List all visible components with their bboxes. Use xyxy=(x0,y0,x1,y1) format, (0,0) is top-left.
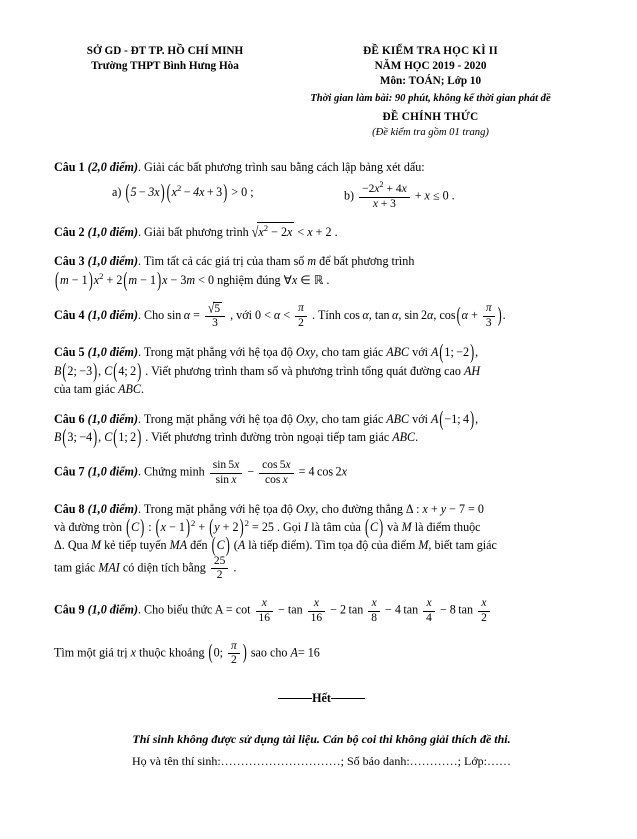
question-3-points: (1,0 điểm) xyxy=(87,254,138,269)
question-9-text3: thuộc khoảng xyxy=(139,645,205,660)
question-2-text: . Giải bất phương trình xyxy=(138,224,249,239)
q2-sqrt: $√x^2 - 2x$ xyxy=(251,222,293,241)
question-3-text2: để bất phương trình xyxy=(319,254,415,269)
question-1-part-a: a) (5 − 3x) $(x^2 - 4x + 3) > 0$ ; xyxy=(112,180,254,205)
subject-grade: Môn: TOÁN; Lớp 10 xyxy=(379,75,482,88)
part-a-label: a) xyxy=(112,185,122,200)
exam-duration: Thời gian làm bài: 90 phút, không kể thời gian phát đề xyxy=(310,93,551,105)
end-rule-left xyxy=(278,698,312,699)
question-4: Câu 4 (1,0 điểm). Cho sin α = $\frac{√5}{3}$ , với 0 < α < $\frac{\pi}{2}$ . Tính cos α, tan α, sin 2α, cos(α + $\frac{\pi}{3}$ ). xyxy=(54,301,506,330)
question-6-text3: với xyxy=(412,411,428,426)
question-8-points: (1,0 điểm) xyxy=(87,501,138,516)
question-6-text2: , cho tam giác xyxy=(315,411,384,426)
question-4-points: (1,0 điểm) xyxy=(87,307,138,322)
exam-instructions: Thí sinh không được sử dụng tài liệu. Cán bộ coi thi không giải thích đề thi. xyxy=(132,731,511,746)
end-rule-right xyxy=(331,698,365,699)
question-9-label: Câu 9 xyxy=(54,602,85,617)
school-year: NĂM HỌC 2019 - 2020 xyxy=(374,60,487,73)
question-5-label: Câu 5 xyxy=(54,345,85,360)
question-3-text3: nghiệm đúng xyxy=(217,272,281,287)
question-1-points: (2,0 điểm) xyxy=(87,160,138,175)
end-label: Hết xyxy=(312,691,331,706)
question-5-text4: . Viết phương trình tham số và phương trình tổng quát đường cao xyxy=(145,363,461,378)
question-1-parts xyxy=(54,180,589,210)
question-4-text: . Cho xyxy=(138,307,165,322)
part-b-label: b) xyxy=(344,188,355,203)
question-7-points: (1,0 điểm) xyxy=(87,464,138,479)
question-6-text: . Trong mặt phẳng với hệ tọa độ xyxy=(138,411,293,426)
document-header xyxy=(0,0,637,140)
question-5-text2: , cho tam giác xyxy=(315,345,384,360)
question-6-points: (1,0 điểm) xyxy=(87,411,138,426)
question-8-text6: và xyxy=(387,520,399,535)
question-7: Câu 7 (1,0 điểm). Chứng minh $\frac{\sin 5x}{\text{sin x}}$ − $\frac{\cos 5x}{\text{cos x}}$ = 4 cos 2x xyxy=(54,459,347,486)
question-8-text7: là điểm thuộc xyxy=(414,520,481,535)
question-9-followup: Tìm một giá trị x thuộc khoảng (0; $\frac{\pi}{2}$ ) sao cho A= 16 xyxy=(54,639,320,666)
question-3: Câu 3 (1,0 điểm). Tìm tất cả các giá trị của tham số m để bất phương trình $(m - 1)x^2 + 2(m - 1)x - 3m < 0$ nghiệm đúng ∀x ∈ ℝ . xyxy=(54,254,415,292)
question-7-label: Câu 7 xyxy=(54,464,85,479)
question-9: Câu 9 (1,0 điểm). Cho biểu thức A = cot $\frac{x}{16}$ − tan $\frac{x}{16}$ − 2 tan $\frac{x}{8}$ − 4 tan $\frac{x}{4}$ − 8 tan $\frac{x}{2}$ xyxy=(54,597,589,624)
question-2: Câu 2 (1,0 điểm). Giải bất phương trình $√x^2 - 2x < x + 2$ . xyxy=(54,222,338,241)
question-3-text: . Tìm tất cả các giá trị của tham số xyxy=(138,254,305,269)
question-8-text: . Trong mặt phẳng với hệ tọa độ xyxy=(138,501,293,516)
question-6-text5: . xyxy=(415,429,419,444)
question-6: Câu 6 (1,0 điểm). Trong mặt phẳng với hệ tọa độ Oxy, cho tam giác ABC với A(−1; 4), B(3; −4), C(1; 2) . Viết phương trình đường tròn ngoại tiếp tam giác ABC. xyxy=(54,406,479,449)
school-name: Trường THPT Bình Hưng Hòa xyxy=(91,60,239,73)
official-label: ĐỀ CHÍNH THỨC xyxy=(382,110,479,123)
question-8-text11: ( xyxy=(233,538,238,553)
question-4-text2: , với xyxy=(230,307,252,322)
question-8-text4: . Gọi xyxy=(276,520,302,535)
question-4-label: Câu 4 xyxy=(54,307,85,322)
question-8-text10: đến xyxy=(190,538,208,553)
question-6-label: Câu 6 xyxy=(54,411,85,426)
question-5-text6: . xyxy=(140,382,145,397)
question-5-text5: của tam giác xyxy=(54,382,116,397)
question-8-text3: và đường tròn xyxy=(54,520,123,535)
question-5: Câu 5 (1,0 điểm). Trong mặt phẳng với hệ tọa độ Oxy, cho tam giác ABC với A(1; −2), B(2; −3), C(4; 2) . Viết phương trình tham số và phương trình tổng quát đường cao AH của tam giác ABC. xyxy=(54,340,481,397)
question-8-text13: , biết tam giác xyxy=(428,538,497,553)
exam-title-block xyxy=(276,44,585,140)
question-1-label: Câu 1 xyxy=(54,160,85,175)
question-7-text: . Chứng minh xyxy=(138,464,205,479)
question-9-text5: = 16 xyxy=(297,645,320,660)
exam-body xyxy=(0,158,637,770)
question-8-text13b: tam giác xyxy=(54,560,96,575)
question-8-text5: là tâm của xyxy=(311,520,361,535)
question-9-text4: sao cho xyxy=(250,645,288,660)
department-name: SỞ GD - ĐT TP. HỒ CHÍ MINH xyxy=(86,45,244,57)
question-8-label: Câu 8 xyxy=(54,501,85,516)
question-5-text: . Trong mặt phẳng với hệ tọa độ xyxy=(138,345,293,360)
question-2-points: (1,0 điểm) xyxy=(87,224,138,239)
school-block xyxy=(54,44,276,140)
question-1 xyxy=(54,158,589,176)
question-9-points: (1,0 điểm) xyxy=(87,602,138,617)
candidate-fields: Họ và tên thí sinh:…………………………; Số báo danh:…………; Lớp:…… xyxy=(132,753,511,768)
question-3-label: Câu 3 xyxy=(54,254,85,269)
exam-title: ĐỀ KIỂM TRA HỌC KÌ II xyxy=(363,45,498,57)
question-8: Câu 8 (1,0 điểm). Trong mặt phẳng với hệ tọa độ Oxy, cho đường thẳng Δ : x + y − 7 = 0 và đường tròn (C) : $(x - 1)^2 + (y + 2)^2 = 25$ . Gọi I là tâm của (C) và M là điểm thuộc Δ. Qua M kẻ tiếp tuyến MA đến (C) (A là tiếp điểm). Tìm tọa độ của điểm M, biết tam giác tam giác MAI có diện tích bằng $\frac{25}{2}$ . xyxy=(54,501,497,582)
question-4-text3: . Tính xyxy=(311,307,341,322)
question-9-text2: Tìm một giá trị xyxy=(54,645,128,660)
end-marker xyxy=(54,689,589,707)
question-5-points: (1,0 điểm) xyxy=(87,345,138,360)
question-8-text12: là tiếp điểm). Tìm tọa độ của điểm xyxy=(248,538,416,553)
question-9-text: . Cho biểu thức A = xyxy=(138,602,233,617)
question-1-text: . Giải các bất phương trình sau bằng cách lập bảng xét dấu: xyxy=(138,160,425,175)
question-1-part-b: b) $\frac{-2x^2 + 4x}{x + 3}$ + x ≤ 0 . xyxy=(344,180,455,210)
question-8-text9: kẻ tiếp tuyến xyxy=(104,538,167,553)
question-2-label: Câu 2 xyxy=(54,224,85,239)
question-5-text3: với xyxy=(412,345,428,360)
question-8-text14: có diện tích bằng xyxy=(122,560,206,575)
question-8-text8: . Qua xyxy=(61,538,88,553)
page-count-note: (Đề kiểm tra gồm 01 trang) xyxy=(372,126,489,138)
question-8-text2: , cho đường thẳng xyxy=(315,501,403,516)
question-6-text4: . Viết phương trình đường tròn ngoại tiếp tam giác xyxy=(145,429,390,444)
